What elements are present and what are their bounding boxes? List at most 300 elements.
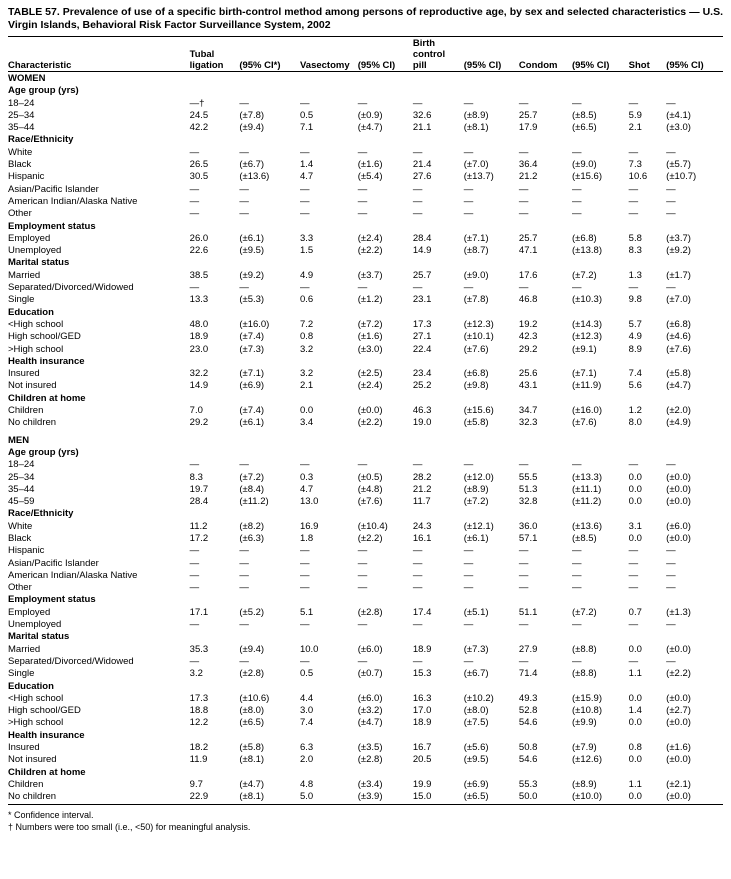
row-value-cell: (±10.6) [239,692,270,704]
row-value-cell [572,257,629,269]
row-value-cell: — [518,459,529,471]
row-value-cell [519,221,572,233]
row-value-cell: — [189,208,200,220]
row-value-cell [519,447,572,459]
row-value-cell: — [571,557,582,569]
table-row [8,233,723,245]
row-value-cell: — [518,208,529,220]
row-value-cell: 22.9 [189,791,209,803]
row-value-cell [519,257,572,269]
row-value-cell [572,435,629,447]
row-value-cell: (±6.8) [463,368,489,380]
row-value-cell: — [666,282,676,294]
row-item-label: Employed [8,606,51,618]
row-value-cell: 0.0 [628,692,642,704]
row-value-cell: — [299,582,310,594]
row-value-cell [358,631,413,643]
row-value-cell: — [299,208,310,220]
row-value-cell: 32.2 [189,368,209,380]
row-value-cell: 17.2 [189,532,209,544]
row-value-cell: (±9.8) [463,380,489,392]
row-value-cell: (±10.7) [666,171,697,183]
row-group-label: Employment status [8,220,96,232]
row-value-cell: (±7.1) [571,368,597,380]
table-row [8,496,723,508]
row-value-cell: 24.3 [412,520,432,532]
row-group-label: Employment status [8,594,96,606]
row-value-cell [666,435,723,447]
table-row [8,545,723,557]
row-value-cell: — [628,619,639,631]
row-value-cell: 7.4 [628,368,642,380]
row-value-cell [629,447,667,459]
row-value-cell [464,257,519,269]
row-value-cell: 4.9 [299,269,314,281]
row-value-cell: — [463,619,474,631]
footnote-1: * Confidence interval. [8,809,94,820]
row-value-cell: 18.9 [189,331,209,343]
row-value-cell: (±7.2) [571,606,597,618]
row-value-cell [464,730,519,742]
row-value-cell: 3.3 [299,232,314,244]
row-value-cell [572,447,629,459]
row-value-cell: (±7.9) [571,742,597,754]
row-item-label: Black [8,159,32,171]
row-value-cell: — [628,655,639,667]
row-value-cell [190,134,240,146]
row-value-cell: 1.1 [628,668,642,680]
table-row [8,607,723,619]
row-value-cell: — [189,557,200,569]
row-value-cell [358,85,413,97]
row-value-cell: (±8.8) [571,668,597,680]
row-value-cell: 21.2 [518,171,538,183]
row-value-cell [358,134,413,146]
row-group-label: Education [8,680,54,692]
row-value-cell: (±8.0) [239,705,265,717]
row-value-cell: 0.0 [628,532,642,544]
row-value-cell: (±15.9) [571,692,602,704]
row-group-label: Marital status [8,257,70,269]
row-value-cell: (±6.5) [463,791,489,803]
header-tubal-line1: Tubal [189,49,215,60]
row-value-cell: 36.0 [518,520,538,532]
row-value-cell: — [239,183,249,195]
row-value-cell: — [518,195,529,207]
row-value-cell: (±10.3) [571,294,602,306]
row-value-cell: 18.9 [412,643,432,655]
row-item-label: Single [8,668,35,680]
row-value-cell [190,508,240,520]
header-shot [629,38,667,72]
row-value-cell: 2.1 [299,380,314,392]
row-value-cell: (±4.7) [666,380,691,392]
row-value-cell: (±5.8) [239,742,265,754]
table-row [8,582,723,594]
row-value-cell: — [628,97,639,109]
row-value-cell: 3.1 [628,520,642,532]
row-item-label: Separated/Divorced/Widowed [8,655,134,667]
row-value-cell: (±3.0) [666,122,691,134]
table-row [8,791,723,804]
row-group-label: Education [8,306,54,318]
row-value-cell [190,594,240,606]
row-value-cell [413,307,464,319]
row-value-cell: — [463,208,474,220]
row-value-cell: (±0.0) [666,532,691,544]
row-value-cell: — [628,146,639,158]
row-value-cell: — [239,459,249,471]
table-row [8,693,723,705]
row-value-cell: (±0.0) [666,643,691,655]
row-value-cell: 27.9 [518,643,538,655]
row-value-cell: — [357,557,368,569]
row-value-cell: — [571,545,582,557]
row-value-cell [358,221,413,233]
row-value-cell: — [628,459,639,471]
row-value-cell: 71.4 [518,668,538,680]
row-value-cell: — [518,619,529,631]
row-value-cell: 4.9 [628,331,642,343]
header-vasectomy [300,38,358,72]
row-value-cell [572,356,629,368]
row-value-cell: (±0.0) [666,754,691,766]
row-value-cell: 19.7 [189,483,209,495]
row-value-cell: (±9.0) [463,269,489,281]
row-value-cell: (±14.3) [571,318,602,330]
row-value-cell: 10.6 [628,171,648,183]
row-value-cell: (±6.7) [239,159,265,171]
table-row [8,257,723,269]
row-value-cell [413,594,464,606]
row-value-cell: (±2.5) [357,368,383,380]
row-value-cell [358,447,413,459]
table-row [8,742,723,754]
row-value-cell [300,681,358,693]
row-value-cell [572,307,629,319]
row-value-cell [572,631,629,643]
row-value-cell [464,393,519,405]
row-value-cell: (±0.0) [666,717,691,729]
row-value-cell: 14.9 [189,380,209,392]
row-value-cell: (±8.7) [463,245,489,257]
row-value-cell [666,356,723,368]
row-value-cell: 17.0 [412,705,432,717]
row-value-cell: — [666,146,676,158]
row-value-cell: (±2.1) [666,778,691,790]
row-value-cell: — [571,282,582,294]
row-value-cell [358,307,413,319]
row-value-cell [190,730,240,742]
table-row [8,631,723,643]
row-value-cell [190,631,240,643]
row-value-cell: (±13.7) [463,171,494,183]
row-value-cell [300,435,358,447]
row-value-cell: 10.0 [299,643,319,655]
table-row [8,184,723,196]
row-value-cell: (±6.7) [463,668,489,680]
row-value-cell: — [412,569,423,581]
row-value-cell: — [666,569,676,581]
row-value-cell [519,730,572,742]
row-value-cell: 54.6 [518,754,538,766]
row-value-cell [300,393,358,405]
row-value-cell [629,134,667,146]
row-value-cell: (±4.1) [666,109,691,121]
row-value-cell: — [412,655,423,667]
row-value-cell: 17.3 [412,318,432,330]
table-row [8,368,723,380]
row-value-cell: — [463,655,474,667]
row-value-cell [300,447,358,459]
table-row [8,393,723,405]
row-value-cell: — [571,655,582,667]
row-value-cell [190,257,240,269]
table-row [8,435,723,447]
table-row [8,134,723,146]
row-value-cell: (±2.2) [357,417,383,429]
row-value-cell: — [666,619,676,631]
row-value-cell: (±8.4) [239,483,265,495]
header-ci-tubal-label: (95% CI*) [239,60,281,71]
row-value-cell [519,356,572,368]
row-value-cell [629,257,667,269]
row-value-cell: (±7.2) [571,269,597,281]
row-value-cell: (±12.3) [571,331,602,343]
row-value-cell [413,356,464,368]
row-value-cell [464,594,519,606]
row-value-cell [190,73,240,85]
row-value-cell [464,631,519,643]
row-value-cell: (±9.5) [239,245,265,257]
row-value-cell: — [518,545,529,557]
row-value-cell: 50.8 [518,742,538,754]
row-value-cell [629,681,667,693]
row-item-label: Not insured [8,380,57,392]
row-value-cell: 36.4 [518,159,538,171]
row-value-cell: — [189,619,200,631]
row-value-cell: 28.4 [189,496,209,508]
row-item-label: High school/GED [8,705,81,717]
row-value-cell [300,73,358,85]
row-value-cell: (±8.9) [463,483,489,495]
row-value-cell [666,221,723,233]
row-value-cell: 28.4 [412,232,432,244]
row-value-cell: (±2.4) [357,380,383,392]
row-item-label: No children [8,417,57,429]
row-value-cell [190,393,240,405]
row-item-label: Insured [8,368,40,380]
row-value-cell [519,307,572,319]
table-row [8,319,723,331]
row-value-cell: (±7.6) [357,496,383,508]
row-value-cell: — [412,97,423,109]
row-value-cell: (±8.1) [239,754,265,766]
row-value-cell: (±2.2) [666,668,691,680]
row-value-cell [239,681,300,693]
header-vasectomy-label: Vasectomy [299,60,350,71]
header-ci-pill-label: (95% CI) [463,60,502,71]
row-value-cell [239,447,300,459]
row-value-cell: — [666,97,676,109]
row-value-cell: — [666,459,676,471]
row-value-cell: — [628,557,639,569]
row-value-cell: (±15.6) [463,405,494,417]
row-value-cell: (±1.6) [357,331,383,343]
row-value-cell: 13.0 [299,496,319,508]
row-value-cell: 43.1 [518,380,538,392]
row-item-label: Married [8,269,41,281]
row-value-cell [572,393,629,405]
row-value-cell: 3.2 [299,368,314,380]
row-group-label: Children at home [8,766,86,778]
row-value-cell: (±1.6) [357,159,383,171]
row-value-cell: (±12.0) [463,471,494,483]
page-title: TABLE 57. Prevalence of use of a specific birth-control method among persons of reproductive age, by sex and selected characteristics — U.S. Virgin Islands, Behavioral Risk Factor Surveillance System, 2002 [8,6,723,31]
header-condom-label: Condom [518,60,558,71]
row-value-cell [239,134,300,146]
row-value-cell: (±13.6) [571,520,602,532]
row-value-cell: 52.8 [518,705,538,717]
row-value-cell: 2.0 [299,754,314,766]
table-row [8,344,723,356]
row-value-cell: (±6.3) [239,532,265,544]
row-value-cell: — [518,557,529,569]
row-value-cell: — [357,619,368,631]
row-value-cell: — [518,183,529,195]
row-value-cell [239,508,300,520]
row-value-cell: (±5.6) [463,742,489,754]
row-value-cell: — [239,146,249,158]
table-row [8,147,723,159]
header-birth-control-pill [413,38,464,72]
row-value-cell: 1.2 [628,405,642,417]
row-value-cell: — [357,655,368,667]
row-value-cell: 11.9 [189,754,208,766]
row-value-cell: 6.3 [299,742,314,754]
header-condom [519,38,572,72]
row-value-cell: 18.2 [189,742,209,754]
row-value-cell [190,85,240,97]
row-value-cell: 0.6 [299,294,314,306]
row-item-label: High school/GED [8,331,81,343]
row-value-cell: (±9.5) [463,754,489,766]
row-value-cell: 46.3 [412,405,432,417]
row-value-cell: — [628,282,639,294]
row-value-cell: (±2.8) [357,606,383,618]
row-item-label: Unemployed [8,619,62,631]
row-value-cell: — [628,545,639,557]
row-value-cell: (±7.4) [239,405,265,417]
row-value-cell [629,508,667,520]
row-value-cell: 42.2 [189,122,209,134]
row-value-cell: 25.7 [518,232,538,244]
table-row [8,110,723,122]
row-value-cell [239,594,300,606]
row-value-cell [666,307,723,319]
row-value-cell: 25.7 [412,269,432,281]
row-value-cell: (±8.1) [463,122,489,134]
row-value-cell: (±0.0) [666,791,691,803]
row-value-cell: — [571,195,582,207]
row-value-cell [666,73,723,85]
row-value-cell [300,594,358,606]
table-row [8,619,723,631]
header-ci-pill [464,38,519,72]
row-value-cell [300,221,358,233]
row-value-cell: (±2.0) [666,405,691,417]
row-value-cell: (±8.5) [571,532,597,544]
row-value-cell: (±11.1) [571,483,602,495]
header-pill-line3: pill [412,60,427,71]
row-value-cell [358,730,413,742]
row-value-cell [464,508,519,520]
row-value-cell [413,221,464,233]
row-value-cell: (±7.5) [463,717,489,729]
row-value-cell [572,594,629,606]
row-group-label: Marital status [8,631,70,643]
row-value-cell [519,767,572,779]
row-value-cell: (±1.2) [357,294,383,306]
row-value-cell: 8.0 [628,417,642,429]
row-value-cell: 8.3 [189,471,203,483]
row-value-cell: (±7.2) [239,471,265,483]
row-value-cell: (±10.0) [571,791,602,803]
table-row [8,644,723,656]
row-value-cell: — [412,459,423,471]
row-value-cell: (±7.4) [239,331,265,343]
table-row [8,681,723,693]
row-value-cell: 0.5 [299,109,314,121]
row-value-cell [300,134,358,146]
row-value-cell: 46.8 [518,294,538,306]
row-value-cell: — [666,545,676,557]
row-value-cell: — [412,545,423,557]
row-value-cell: — [571,569,582,581]
row-value-cell: — [299,557,310,569]
table-row [8,484,723,496]
row-value-cell: 21.2 [412,483,432,495]
row-value-cell: — [666,208,676,220]
table-row [8,767,723,779]
row-value-cell: (±3.7) [666,232,691,244]
row-item-label: Other [8,582,32,594]
row-value-cell [464,447,519,459]
row-value-cell: (±6.1) [463,532,489,544]
header-pill-line1: Birth [412,38,436,49]
row-value-cell [300,356,358,368]
row-value-cell: 5.7 [628,318,642,330]
row-value-cell [666,393,723,405]
row-value-cell: 5.8 [628,232,642,244]
row-value-cell: — [571,208,582,220]
table-row [8,208,723,220]
row-value-cell: — [571,459,582,471]
header-pill-line2: control [412,49,446,60]
row-value-cell [666,631,723,643]
row-value-cell [519,134,572,146]
row-value-cell [666,134,723,146]
header-ci-condom-label: (95% CI) [571,60,610,71]
row-value-cell: — [239,619,249,631]
row-value-cell: — [463,195,474,207]
row-value-cell: 0.0 [628,483,642,495]
row-value-cell [300,631,358,643]
row-item-label: Married [8,643,41,655]
row-value-cell: 3.4 [299,417,314,429]
header-tubal-ligation [190,38,240,72]
row-value-cell: — [518,569,529,581]
